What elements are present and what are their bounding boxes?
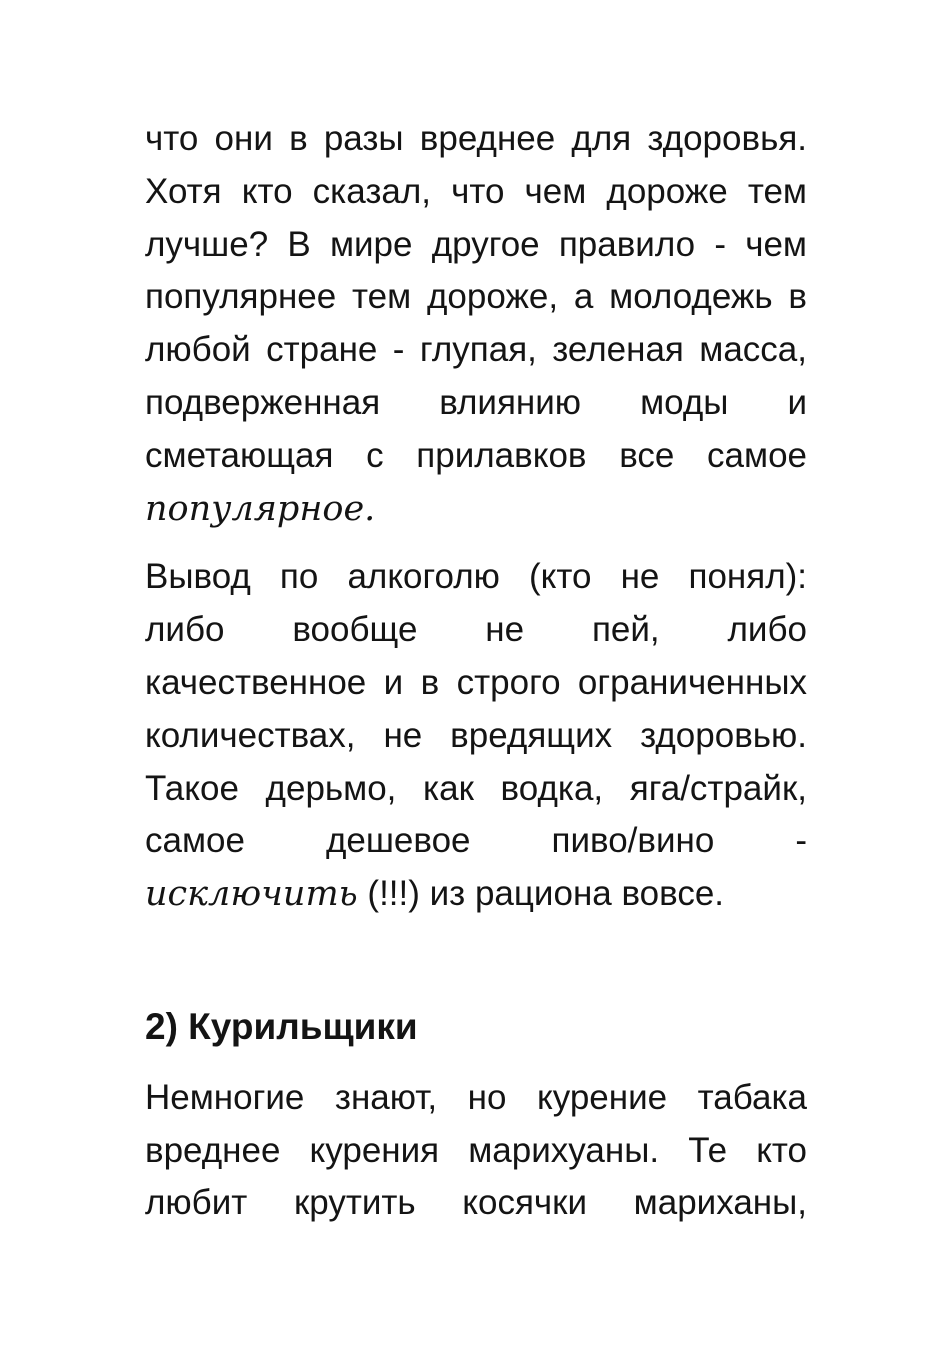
text-line <box>145 430 807 483</box>
text-line <box>145 271 807 324</box>
emphasized-word: популярное. <box>145 488 376 529</box>
text-segment: либо вообще не пей, либо <box>145 610 807 650</box>
text-segment: качественное и в строго ограниченных <box>145 662 807 702</box>
text-segment: подверженная влиянию моды и <box>145 382 807 422</box>
text-segment: сметающая с прилавков все самое <box>145 435 807 475</box>
text-line <box>145 1125 807 1178</box>
text-segment: популярнее тем дороже, а молодежь в <box>145 277 807 317</box>
text-line <box>145 324 807 377</box>
text-segment: что они в разы вреднее для здоровья. <box>145 119 807 158</box>
paragraph-price-vs-quality <box>145 113 807 535</box>
text-line <box>145 377 807 430</box>
text-line <box>145 1072 807 1125</box>
text-segment: любит крутить косячки мариханы, <box>145 1183 807 1223</box>
text-segment: количествах, не вредящих здоровью. <box>145 715 807 755</box>
text-line <box>145 868 807 921</box>
text-line <box>145 763 807 816</box>
text-line <box>145 1177 807 1230</box>
emphasized-word: исключить <box>145 874 358 915</box>
text-line <box>145 710 807 763</box>
text-segment: Немногие знают, но курение табака <box>145 1077 807 1117</box>
text-line <box>145 815 807 868</box>
text-line <box>145 166 807 219</box>
text-segment: вреднее курения марихуаны. Те кто <box>145 1130 807 1170</box>
text-segment: Такое дерьмо, как водка, яга/страйк, <box>145 768 807 808</box>
paragraph-alcohol-conclusion <box>145 551 807 921</box>
page-content <box>145 113 807 1246</box>
text-line <box>145 483 807 536</box>
text-line <box>145 657 807 710</box>
text-line <box>145 219 807 272</box>
text-line <box>145 604 807 657</box>
text-segment: Хотя кто сказал, что чем дороже тем <box>145 171 807 211</box>
text-segment: любой стране - глупая, зеленая масса, <box>145 330 807 370</box>
text-segment: самое дешевое пиво/вино - <box>145 821 807 861</box>
text-segment: лучше? В мире другое правило - чем <box>145 224 807 264</box>
text-line <box>145 113 807 166</box>
text-segment: (!!!) из рациона вовсе. <box>357 874 725 914</box>
text-segment: Вывод по алкоголю (кто не понял): <box>145 557 807 597</box>
text-line <box>145 551 807 604</box>
paragraph-smokers-intro <box>145 1072 807 1230</box>
section-heading-smokers: 2) Курильщики <box>145 1005 418 1047</box>
